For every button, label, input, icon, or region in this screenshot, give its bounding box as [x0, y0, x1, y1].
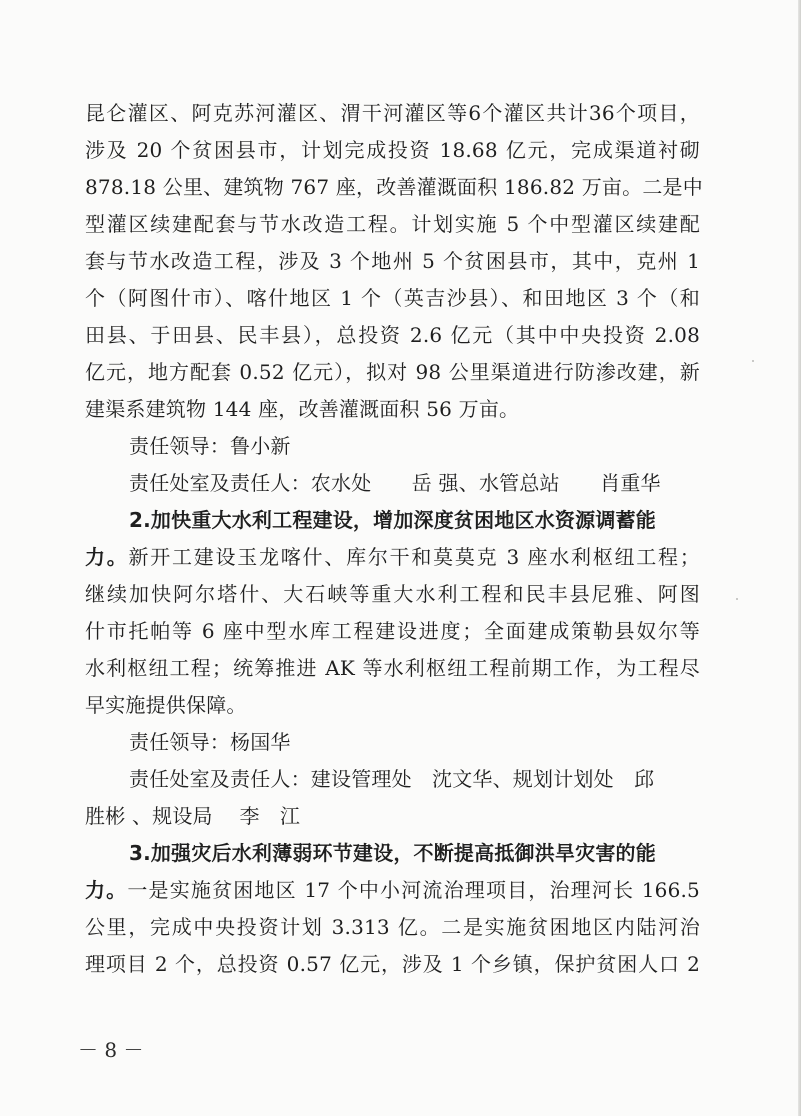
- paragraph-line: 早实施提供保障。: [85, 693, 247, 717]
- paragraph-line: 套与节水改造工程，涉及 3 个地州 5 个贫困县市，其中，克州 1: [85, 249, 700, 273]
- scan-speck: [752, 360, 754, 362]
- section-2-text: 新开工建设玉龙喀什、库尔干和莫莫克 3 座水利枢纽工程；: [128, 545, 700, 569]
- section-3-line: [85, 872, 700, 909]
- paragraph-line: 亿元，地方配套 0.52 亿元），拟对 98 公里渠道进行防渗改建，新: [85, 360, 700, 384]
- paragraph-line: 个（阿图什市）、喀什地区 1 个（英吉沙县）、和田地区 3 个（和: [85, 286, 700, 310]
- section-3-heading-end: 力。: [85, 878, 128, 902]
- responsible-office-2: 责任处室及责任人：建设管理处 沈文华、规划计划处 邱: [129, 767, 655, 791]
- paragraph-line: 878.18 公里、建筑物 767 座，改善灌溉面积 186.82 万亩。二是中: [85, 175, 703, 199]
- paragraph-line: 型灌区续建配套与节水改造工程。计划实施 5 个中型灌区续建配: [85, 212, 700, 236]
- page-number: － 8 －: [78, 1038, 144, 1062]
- paragraph-line: 建渠系建筑物 144 座，改善灌溉面积 56 万亩。: [85, 397, 520, 421]
- section-2-line: [85, 539, 700, 576]
- paragraph-line: 水利枢纽工程；统筹推进 AK 等水利枢纽工程前期工作，为工程尽: [85, 656, 700, 680]
- section-3-text: 一是实施贫困地区 17 个中小河流治理项目，治理河长 166.5: [127, 878, 700, 902]
- paragraph-line: 理项目 2 个，总投资 0.57 亿元，涉及 1 个乡镇，保护贫困人口 2: [85, 952, 700, 976]
- section-2-heading: 2.加快重大水利工程建设，增加深度贫困地区水资源调蓄能: [129, 508, 656, 532]
- responsible-office-2-cont: 胜彬 、规设局 李 江: [85, 804, 301, 828]
- responsible-leader-2: 责任领导：杨国华: [129, 730, 291, 754]
- document-body: [85, 95, 703, 983]
- paragraph-line: 涉及 20 个贫困县市，计划完成投资 18.68 亿元，完成渠道衬砌: [85, 138, 700, 162]
- section-3-heading: 3.加强灾后水利薄弱环节建设，不断提高抵御洪旱灾害的能: [129, 841, 656, 865]
- responsible-office-1: 责任处室及责任人：农水处 岳 强、水管总站 肖重华: [129, 471, 661, 495]
- paragraph-line: 昆仑灌区、阿克苏河灌区、渭干河灌区等6个灌区共计36个项目，: [85, 101, 700, 125]
- paragraph-line: 田县、于田县、民丰县），总投资 2.6 亿元（其中中央投资 2.08: [85, 323, 700, 347]
- section-2-heading-end: 力。: [85, 545, 129, 569]
- paragraph-line: 公里，完成中央投资计划 3.313 亿。二是实施贫困地区内陆河治: [85, 915, 700, 939]
- responsible-leader-1: 责任领导：鲁小新: [129, 434, 291, 458]
- scan-speck: [736, 598, 738, 600]
- paragraph-line: 继续加快阿尔塔什、大石峡等重大水利工程和民丰县尼雅、阿图: [85, 582, 700, 606]
- paragraph-line: 什市托帕等 6 座中型水库工程建设进度；全面建成策勒县奴尔等: [85, 619, 700, 643]
